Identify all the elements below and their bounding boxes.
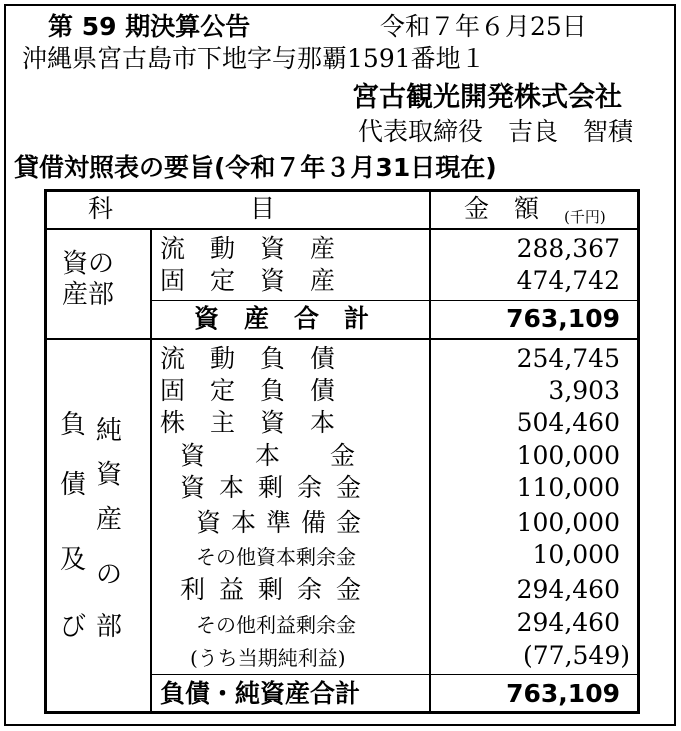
company-address: 沖縄県宮古島市下地字与那覇1591番地１ xyxy=(22,44,486,73)
liab-label-right: 純 xyxy=(96,416,123,446)
liab-label-right: 産 xyxy=(96,505,123,535)
liability-row-value: 3,903 xyxy=(548,376,620,405)
liabilities-total-divider xyxy=(151,674,640,675)
liability-row-label: 固 定 負 債 xyxy=(160,376,336,405)
liabilities-total-value: 763,109 xyxy=(506,679,620,708)
liability-row-value: 294,460 xyxy=(516,575,620,604)
section-divider xyxy=(44,338,640,340)
liability-row-value: 110,000 xyxy=(516,473,620,502)
header-item: 科 目 xyxy=(88,194,278,223)
liability-row-label: その他資本剰余金 xyxy=(196,545,356,569)
assets-total-label: 資 産 合 計 xyxy=(194,304,370,333)
liab-label-right: の xyxy=(96,560,123,590)
notice-date: 令和７年６月25日 xyxy=(380,12,587,41)
asset-row-value: 288,367 xyxy=(516,234,620,263)
liab-label-left: 債 xyxy=(60,470,87,500)
asset-row-label: 流 動 資 産 xyxy=(160,234,336,263)
representative: 代表取締役 吉良 智積 xyxy=(358,117,634,146)
liab-label-left: 及 xyxy=(60,545,87,575)
liability-row-value: 504,460 xyxy=(516,408,620,437)
notice-title: 第 59 期決算公告 xyxy=(48,12,251,41)
assets-total-divider xyxy=(151,300,640,301)
liability-row-value: (77,549) xyxy=(523,641,630,670)
liab-label-right: 資 xyxy=(96,460,123,490)
liabilities-total-label: 負債・純資産合計 xyxy=(160,679,361,708)
liability-row-label: 資本剰余金 xyxy=(180,473,376,502)
header-divider xyxy=(44,228,640,230)
asset-row-label: 固 定 資 産 xyxy=(160,266,336,295)
asset-row-value: 474,742 xyxy=(516,266,620,295)
company-name: 宮古観光開発株式会社 xyxy=(352,82,622,113)
liability-row-label: 資 本 金 xyxy=(180,441,356,470)
liability-row-value: 294,460 xyxy=(516,608,620,637)
liability-row-label: その他利益剰余金 xyxy=(196,613,356,637)
liability-row-value: 10,000 xyxy=(532,540,620,569)
header-unit: (千円) xyxy=(564,208,606,226)
assets-total-value: 763,109 xyxy=(506,304,620,333)
liability-row-value: 100,000 xyxy=(516,441,620,470)
liab-label-left: 負 xyxy=(60,410,87,440)
liab-label-left: び xyxy=(60,612,87,642)
header-amount: 金 額 xyxy=(464,194,540,223)
liability-row-label: 流 動 負 債 xyxy=(160,344,336,373)
liability-row-label: 利益剰余金 xyxy=(180,575,376,604)
liability-row-label: 資本準備金 xyxy=(196,508,372,537)
liab-label-right: 部 xyxy=(96,612,123,642)
liability-row-label: 株 主 資 本 xyxy=(160,408,336,437)
label-column-divider xyxy=(150,229,152,714)
liability-row-value: 100,000 xyxy=(516,508,620,537)
balance-sheet-title: 貸借対照表の要旨(令和７年３月31日現在) xyxy=(14,153,497,182)
assets-section-label-2: 産部 xyxy=(62,280,115,310)
liability-row-label: (うち当期純利益) xyxy=(190,646,346,670)
amount-column-divider xyxy=(429,189,431,714)
liability-row-value: 254,745 xyxy=(516,344,620,373)
assets-section-label-1: 資の xyxy=(62,249,115,279)
